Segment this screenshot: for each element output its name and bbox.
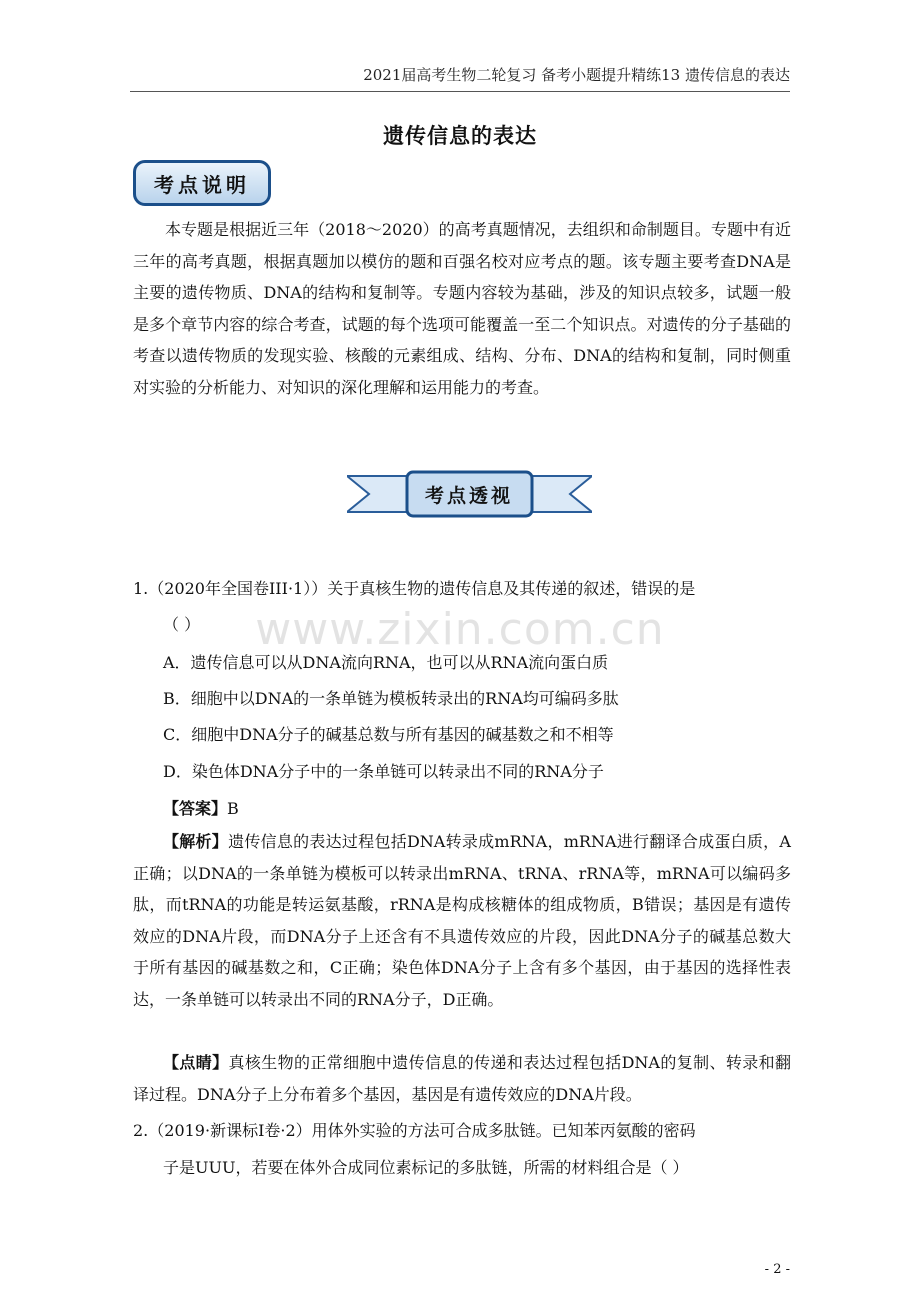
q1-option-b: B．细胞中以DNA的一条单链为模板转录出的RNA均可编码多肽 — [163, 689, 619, 708]
q1-stem-line2: （ ） — [163, 615, 201, 634]
page-title: 遗传信息的表达 — [383, 123, 537, 148]
page-number: - 2 - — [764, 1262, 790, 1277]
tip-label: 【点睛】 — [163, 1053, 229, 1072]
q1-stem-line1: 1.（2020年全国卷III·1））关于真核生物的遗传信息及其传递的叙述，错误的是 — [133, 579, 696, 598]
section-badge-exam-points: 考点说明 — [133, 160, 271, 206]
q1-option-c: C．细胞中DNA分子的碱基总数与所有基因的碱基数之和不相等 — [163, 725, 614, 744]
answer-value: B — [227, 799, 239, 818]
running-header: 2021届高考生物二轮复习 备考小题提升精练13 遗传信息的表达 — [130, 64, 790, 92]
answer-label: 【答案】 — [163, 799, 228, 818]
analysis-label: 【解析】 — [163, 832, 229, 851]
tip-text: 真核生物的正常细胞中遗传信息的传递和表达过程包括DNA的复制、转录和翻译过程。DNA分子上分布着多个基因，基因是有遗传效应的DNA片段。 — [133, 1053, 791, 1104]
section-badge-exam-focus: 考点透视 — [424, 484, 513, 507]
analysis-text: 遗传信息的表达过程包括DNA转录成mRNA，mRNA进行翻译合成蛋白质，A正确；以DNA的一条单链为模板可以转录出mRNA、tRNA、rRNA等，mRNA可以编码多肽，而tRNA的功能是转运氨基酸，rRNA是构成核糖体的组成物质，B错误；基因是有遗传效应的DNA片段，而DNA分子上还含有不具遗传效应的片段，因此DNA分子的碱基总数大于所有基因的碱基数之和，C正确；染色体DNA分子上含有多个基因，由于基因的选择性表达，一条单链可以转录出不同的RNA分子，D正确。 — [133, 832, 791, 1009]
q1-answer — [163, 796, 239, 819]
q1-option-d: D．染色体DNA分子中的一条单链可以转录出不同的RNA分子 — [163, 762, 604, 781]
q2-stem-line2: 子是UUU，若要在体外合成同位素标记的多肽链，所需的材料组合是（ ） — [163, 1158, 689, 1177]
watermark: www.zixin.com.cn — [255, 604, 665, 655]
q1-analysis — [133, 826, 791, 1016]
q1-tip — [133, 1047, 791, 1110]
intro-paragraph: 本专题是根据近三年（2018～2020）的高考真题情况，去组织和命制题目。专题中有近三年的高考真题，根据真题加以模仿的题和百强名校对应考点的题。该专题主要考查DNA是主要的遗传物质、DNA的结构和复制等。专题内容较为基础，涉及的知识点较多，试题一般是多个章节内容的综合考查，试题的每个选项可能覆盖一至二个知识点。对遗传的分子基础的考查以遗传物质的发现实验、核酸的元素组成、结构、分布、DNA的结构和复制，同时侧重对实验的分析能力、对知识的深化理解和运用能力的考查。 — [133, 220, 791, 397]
q1-option-a: A．遗传信息可以从DNA流向RNA，也可以从RNA流向蛋白质 — [163, 653, 609, 672]
q2-stem-line1: 2.（2019·新课标Ⅰ卷·2）用体外实验的方法可合成多肽链。已知苯丙氨酸的密码 — [133, 1121, 696, 1140]
